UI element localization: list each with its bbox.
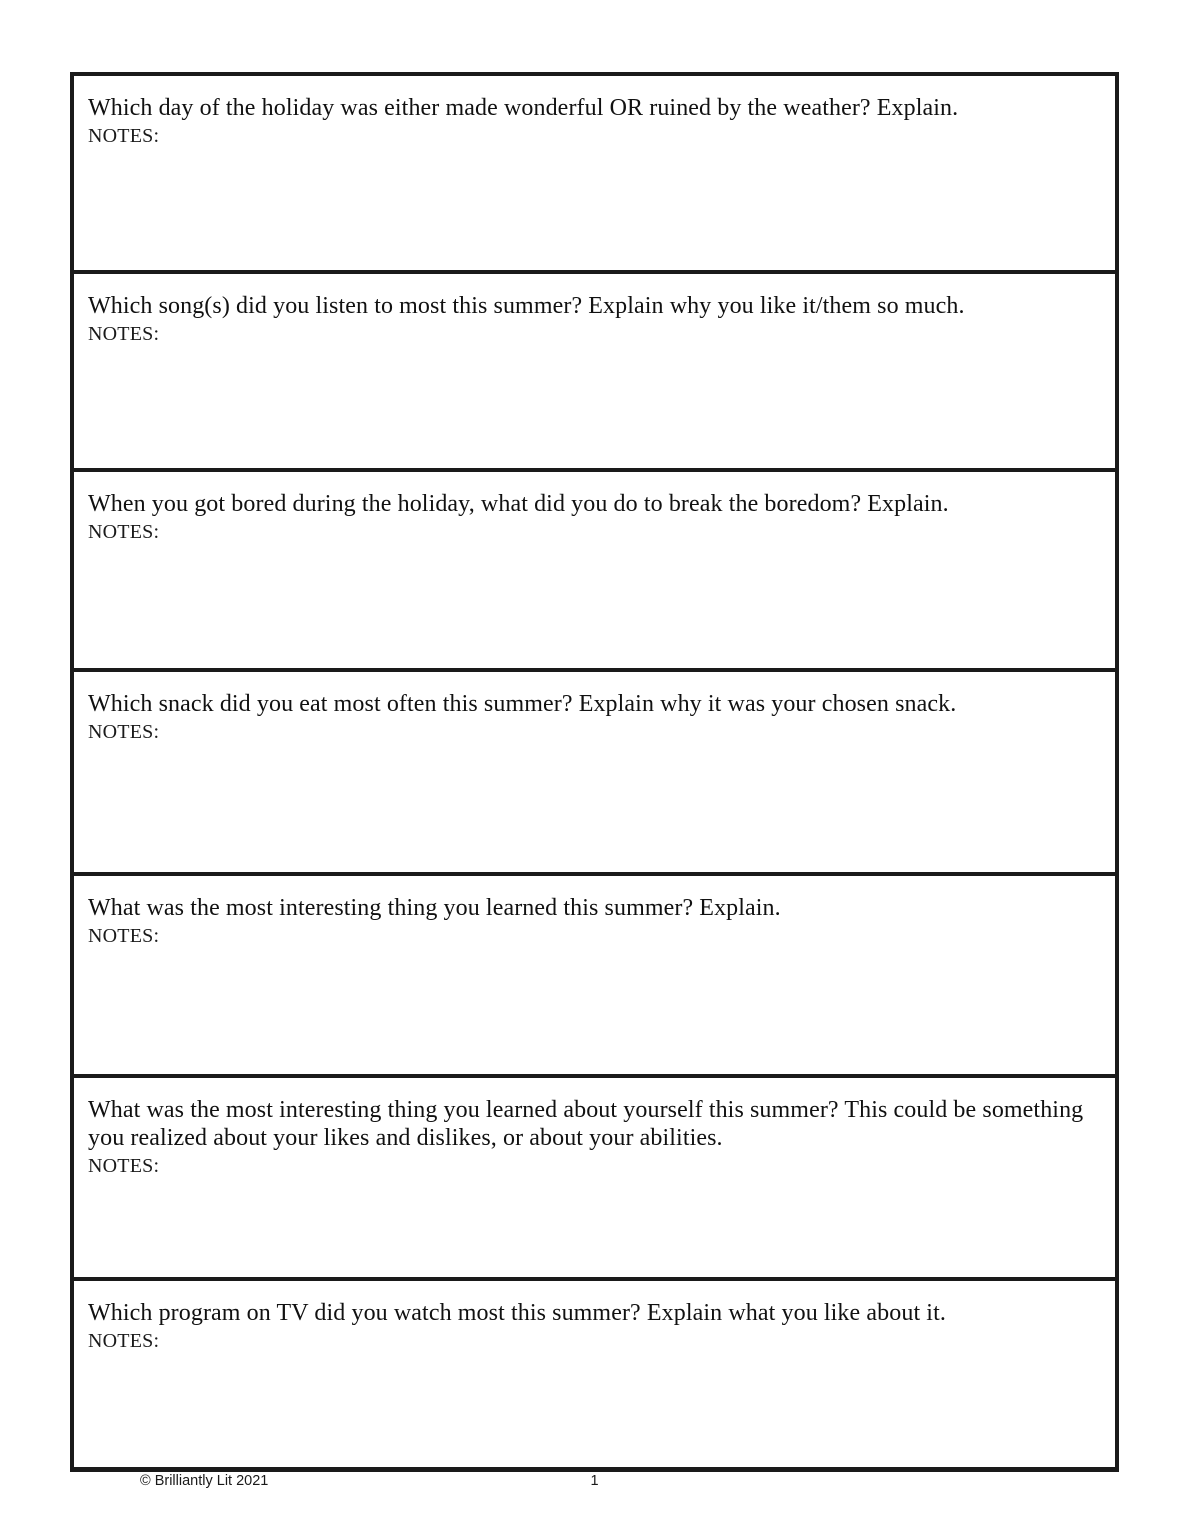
- notes-label: NOTES:: [88, 925, 160, 948]
- question-box-1[interactable]: [74, 76, 1115, 274]
- copyright-notice: © Brilliantly Lit 2021: [140, 1473, 269, 1489]
- notes-label: NOTES:: [88, 125, 160, 148]
- question-box-6[interactable]: [74, 1078, 1115, 1281]
- question-text: What was the most interesting thing you learned this summer? Explain.: [88, 895, 781, 921]
- answer-writing-area[interactable]: [88, 544, 1101, 644]
- answer-writing-area[interactable]: [88, 148, 1101, 248]
- question-text: Which program on TV did you watch most this summer? Explain what you like about it.: [88, 1300, 946, 1326]
- answer-writing-area[interactable]: [88, 744, 1101, 844]
- question-text: Which snack did you eat most often this summer? Explain why it was your chosen snack.: [88, 691, 957, 717]
- page-number: 1: [590, 1473, 599, 1489]
- notes-label: NOTES:: [88, 721, 160, 744]
- question-box-3[interactable]: [74, 472, 1115, 672]
- notes-label: NOTES:: [88, 1155, 160, 1178]
- page-footer: [70, 1473, 1119, 1501]
- question-text: Which day of the holiday was either made wonderful OR ruined by the weather? Explain.: [88, 95, 959, 121]
- question-text: What was the most interesting thing you learned about yourself this summer? This could be something you realized about your likes and dislikes, or about your abilities.: [88, 1097, 1084, 1152]
- answer-writing-area[interactable]: [88, 948, 1101, 1048]
- question-box-7[interactable]: [74, 1281, 1115, 1467]
- question-box-4[interactable]: [74, 672, 1115, 876]
- answer-writing-area[interactable]: [88, 1353, 1101, 1453]
- notes-label: NOTES:: [88, 521, 160, 544]
- question-text: When you got bored during the holiday, what did you do to break the boredom? Explain.: [88, 491, 949, 517]
- notes-label: NOTES:: [88, 1330, 160, 1353]
- question-table: [70, 72, 1119, 1472]
- question-box-5[interactable]: [74, 876, 1115, 1078]
- question-box-2[interactable]: [74, 274, 1115, 472]
- answer-writing-area[interactable]: [88, 346, 1101, 446]
- answer-writing-area[interactable]: [88, 1178, 1101, 1278]
- question-text: Which song(s) did you listen to most this summer? Explain why you like it/them so much.: [88, 293, 965, 319]
- notes-label: NOTES:: [88, 323, 160, 346]
